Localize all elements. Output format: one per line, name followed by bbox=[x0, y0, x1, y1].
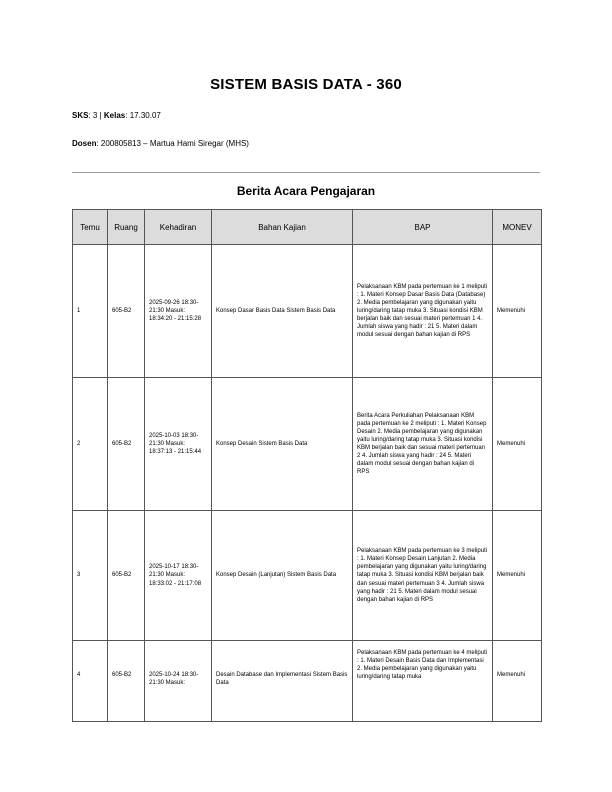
cell-kehadiran: 2025-09-26 18:30-21:30 Masuk: 18:34:20 - 21:15:28 bbox=[145, 245, 212, 378]
teaching-record-table bbox=[72, 209, 542, 722]
table-row bbox=[73, 378, 542, 511]
page-title: SISTEM BASIS DATA - 360 bbox=[210, 76, 402, 93]
cell-ruang: 605-B2 bbox=[108, 511, 145, 641]
cell-bap: Pelaksanaan KBM pada pertemuan ke 3 meliputi : 1. Materi Konsep Desain Lanjutan 2. Media pembelajaran yang digunakan yaitu luring/daring tatap muka 3. Situasi kondisi KBM berjalan baik dan sesuai materi pertemuan 3 4. Jumlah siswa yang hadir : 21 5. Materi dalam modul sesuai dengan bahan kajian di RPS bbox=[353, 511, 493, 641]
header-bahan-kajian: Bahan Kajian bbox=[212, 210, 353, 245]
sks-label: SKS bbox=[72, 111, 89, 120]
kelas-label: Kelas bbox=[103, 111, 126, 120]
table-row bbox=[73, 511, 542, 641]
cell-bahan-kajian: Konsep Dasar Basis Data Sistem Basis Data bbox=[212, 245, 353, 378]
cell-temu: 1 bbox=[73, 245, 108, 378]
lecturer-line bbox=[72, 139, 249, 148]
cell-ruang: 605-B2 bbox=[108, 378, 145, 511]
header-temu: Temu bbox=[73, 210, 108, 245]
table-row bbox=[73, 245, 542, 378]
cell-monev: Memenuhi bbox=[493, 245, 542, 378]
cell-bap: Pelaksanaan KBM pada pertemuan ke 1 meliputi : 1. Materi Konsep Dasar Basis Data (Database) 2. Media pembelajaran yang digunakan yaitu luring/daring tatap muka 3. Situasi kondisi KBM berjalan baik dan sesuai materi pertemuan 1 4. Jumlah siswa yang hadir : 21 5. Materi dalam modul sesuai dengan bahan kajian di RPS bbox=[353, 245, 493, 378]
section-title: Berita Acara Pengajaran bbox=[236, 184, 376, 198]
header-ruang: Ruang bbox=[108, 210, 145, 245]
cell-bap: Pelaksanaan KBM pada pertemuan ke 4 meliputi : 1. Materi Desain Basis Data dan Implementasi 2. Media pembelajaran yang digunakan yaitu luring/daring tatap muka bbox=[353, 641, 493, 722]
divider bbox=[72, 172, 540, 173]
cell-monev: Memenuhi bbox=[493, 511, 542, 641]
cell-monev: Memenuhi bbox=[493, 641, 542, 722]
dosen-value: : 200805813 – Martua Hami Siregar (MHS) bbox=[96, 139, 249, 148]
cell-bahan-kajian: Desain Database dan Implementasi Sistem Basis Data bbox=[212, 641, 353, 722]
cell-monev: Memenuhi bbox=[493, 378, 542, 511]
cell-kehadiran: 2025-10-03 18:30-21:30 Masuk: 18:37:13 - 21:15:44 bbox=[145, 378, 212, 511]
header-monev: MONEV bbox=[493, 210, 542, 245]
cell-bap: Berita Acara Perkuliahan Pelaksanaan KBM pada pertemuan ke 2 meliputi : 1. Materi Konsep Desain 2. Media pembelajaran yang digunakan yaitu luring/daring tatap muka 3. Situasi kondisi KBM berjalan baik dan sesuai materi pertemuan 2 4. Jumlah siswa yang hadir : 24 5. Materi dalam modul sesuai dengan bahan kajian di RPS bbox=[353, 378, 493, 511]
sks-value: : 3 bbox=[88, 111, 98, 120]
header-kehadiran: Kehadiran bbox=[145, 210, 212, 245]
cell-bahan-kajian: Konsep Desain (Lanjutan) Sistem Basis Data bbox=[212, 511, 353, 641]
kelas-value: : 17.30.07 bbox=[125, 111, 161, 120]
cell-ruang: 605-B2 bbox=[108, 245, 145, 378]
table-header-row bbox=[73, 210, 542, 245]
meta-separator: | bbox=[99, 111, 102, 120]
cell-kehadiran: 2025-10-24 18:30-21:30 Masuk: bbox=[145, 641, 212, 722]
cell-bahan-kajian: Konsep Desain Sistem Basis Data bbox=[212, 378, 353, 511]
table-row bbox=[73, 641, 542, 722]
cell-temu: 4 bbox=[73, 641, 108, 722]
cell-temu: 3 bbox=[73, 511, 108, 641]
dosen-label: Dosen bbox=[72, 139, 97, 148]
cell-ruang: 605-B2 bbox=[108, 641, 145, 722]
course-meta-line bbox=[72, 111, 161, 120]
cell-temu: 2 bbox=[73, 378, 108, 511]
cell-kehadiran: 2025-10-17 18:30-21:30 Masuk: 18:33:02 - 21:17:08 bbox=[145, 511, 212, 641]
header-bap: BAP bbox=[353, 210, 493, 245]
